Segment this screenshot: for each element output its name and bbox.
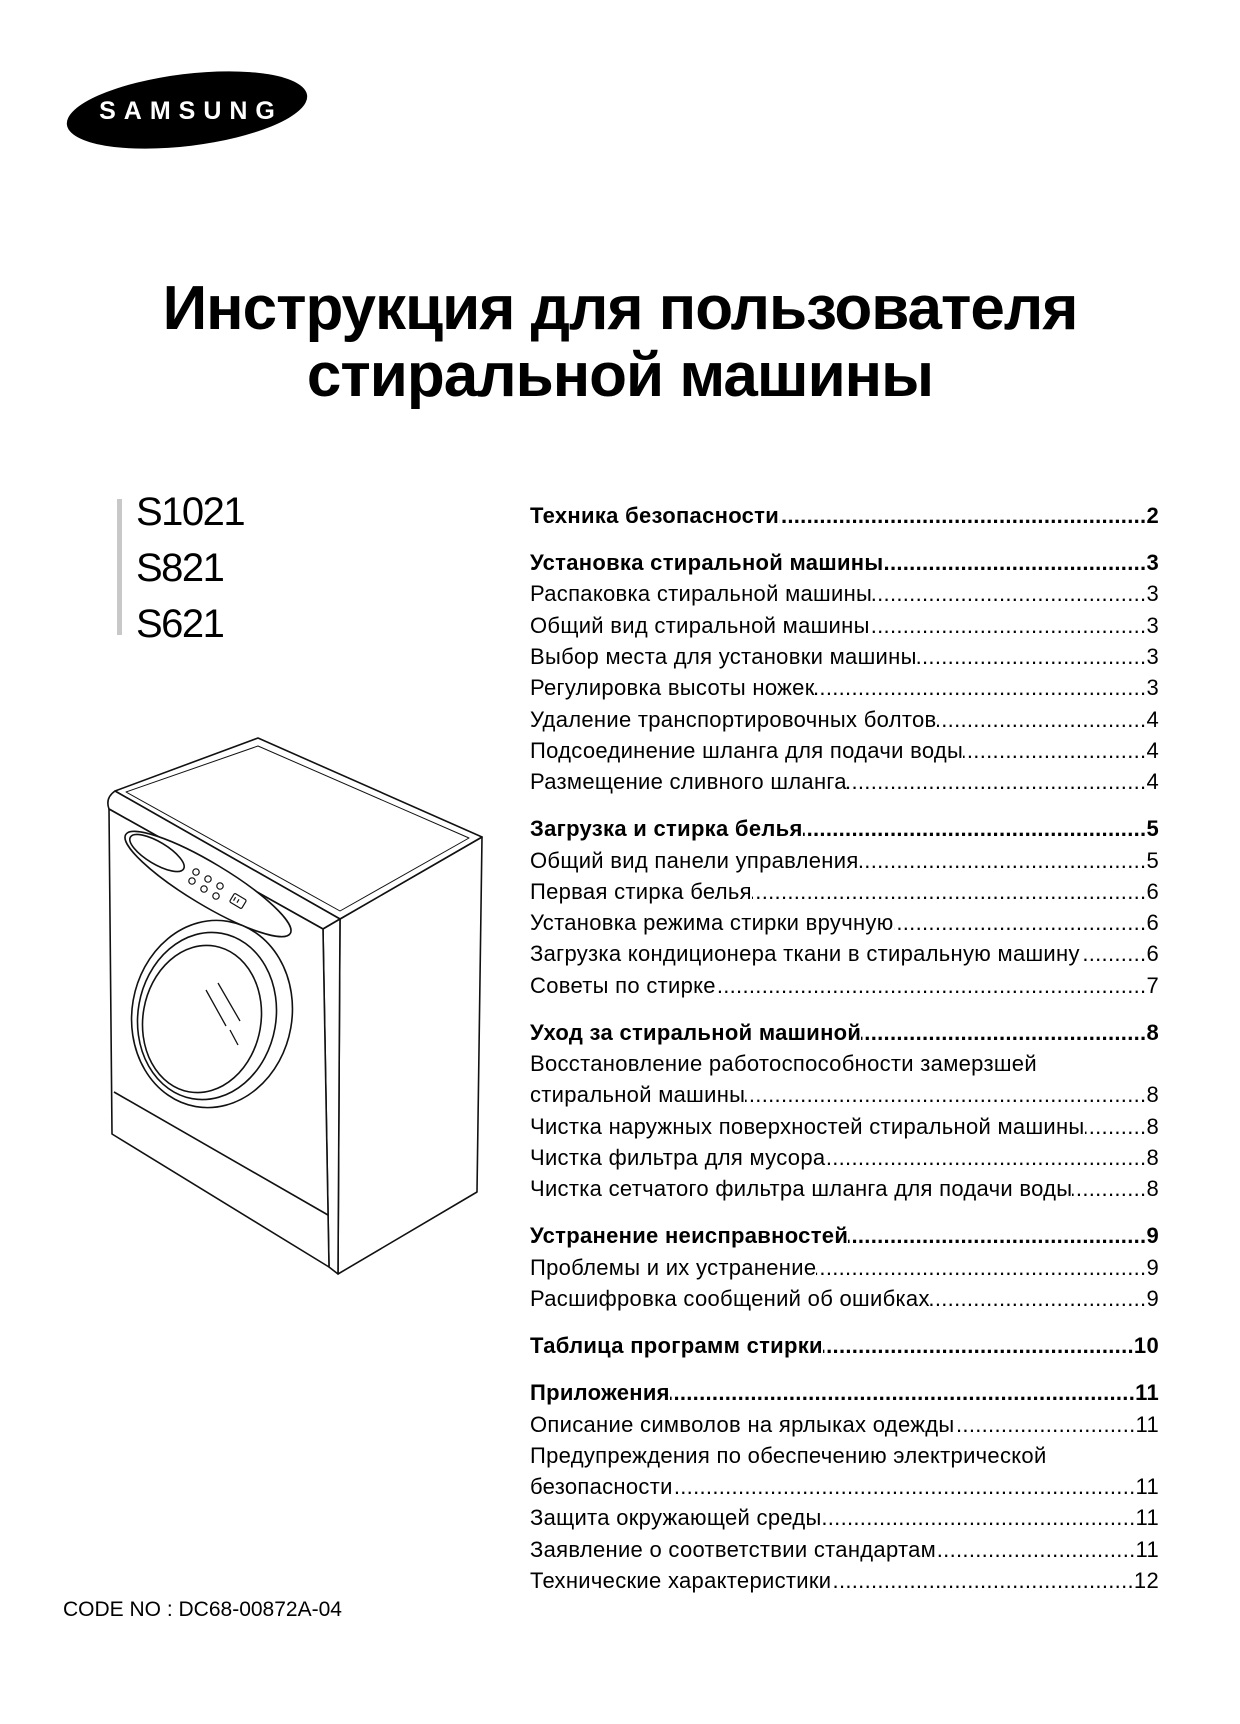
- toc-leader: [883, 547, 1146, 578]
- control-button: [201, 886, 207, 892]
- toc-page-number: 5: [1146, 847, 1159, 873]
- toc-leader: [930, 1283, 1147, 1314]
- toc-entry: [530, 1079, 1159, 1110]
- toc-leader: [752, 876, 1147, 907]
- toc-entry: [530, 704, 1159, 735]
- toc-leader: [1085, 1111, 1147, 1142]
- toc-leader: [859, 845, 1147, 876]
- toc-entry: [530, 1283, 1159, 1314]
- toc-leader: [670, 1377, 1135, 1408]
- toc-leader: [955, 1409, 1136, 1440]
- toc-page-number: 11: [1135, 1474, 1159, 1500]
- toc-entry-title: Удаление транспортировочных болтов: [530, 706, 937, 732]
- toc-section: [530, 1220, 1159, 1314]
- toc-leader: [815, 672, 1147, 703]
- toc-section-header: [530, 500, 1159, 531]
- toc-section: [530, 500, 1159, 531]
- toc-leader: [825, 1142, 1146, 1173]
- toc-entry: [530, 845, 1159, 876]
- toc-entry-title: Распаковка стиральной машины: [530, 581, 873, 607]
- toc-page-number: 3: [1146, 675, 1159, 701]
- toc-section: [530, 813, 1159, 1001]
- toc-page-number: 5: [1146, 816, 1159, 842]
- toc-section: [530, 1017, 1159, 1205]
- toc-page-number: 10: [1133, 1333, 1159, 1359]
- toc-section: [530, 1330, 1159, 1361]
- toc-page-number: 8: [1146, 1082, 1159, 1108]
- toc-entry: [530, 1173, 1159, 1204]
- toc-entry-title: Уход за стиральной машиной: [530, 1019, 862, 1045]
- toc-entry-title: Расшифровка сообщений об ошибках: [530, 1286, 930, 1312]
- toc-entry: [530, 672, 1159, 703]
- table-of-contents: [530, 500, 1159, 1596]
- toc-leader: [870, 610, 1147, 641]
- control-button: [217, 883, 223, 889]
- toc-entry-title: Установка режима стирки вручную: [530, 910, 894, 936]
- control-button: [193, 869, 199, 875]
- toc-entry-title: Таблица программ стирки: [530, 1333, 823, 1359]
- toc-leader: [745, 1079, 1146, 1110]
- toc-page-number: 11: [1135, 1380, 1159, 1406]
- toc-page-number: 9: [1146, 1223, 1159, 1249]
- toc-entry-title: Технические характеристики: [530, 1567, 832, 1593]
- toc-page-number: 8: [1146, 1019, 1159, 1045]
- toc-entry: [530, 735, 1159, 766]
- toc-entry-title: Загрузка и стирка белья: [530, 816, 803, 842]
- toc-entry-title: Чистка наружных поверхностей стиральной машины: [530, 1113, 1085, 1139]
- toc-entry: [530, 578, 1159, 609]
- toc-leader: [894, 907, 1147, 938]
- toc-page-number: 8: [1146, 1145, 1159, 1171]
- toc-entry: [530, 1252, 1159, 1283]
- toc-leader: [816, 1252, 1146, 1283]
- document-title-line-1: Инструкция для пользователя: [162, 274, 1078, 343]
- toc-entry: [530, 1409, 1159, 1440]
- toc-leader: [917, 641, 1147, 672]
- toc-page-number: 6: [1146, 910, 1159, 936]
- toc-entry-title: Подсоединение шланга для подачи воды: [530, 737, 964, 763]
- toc-page-number: 11: [1135, 1536, 1159, 1562]
- toc-leader: [936, 1534, 1135, 1565]
- toc-leader: [673, 1471, 1136, 1502]
- toc-leader: [937, 704, 1147, 735]
- toc-leader: [1080, 938, 1147, 969]
- toc-page-number: 3: [1146, 612, 1159, 638]
- toc-entry: [530, 766, 1159, 797]
- toc-leader: [716, 970, 1147, 1001]
- toc-section-header: [530, 1377, 1159, 1408]
- toc-entry: [530, 1534, 1159, 1565]
- toc-entry-title: Чистка фильтра для мусора: [530, 1145, 826, 1171]
- toc-section-header: [530, 547, 1159, 578]
- toc-page-number: 6: [1146, 941, 1159, 967]
- toc-page-number: 12: [1133, 1567, 1159, 1593]
- document-title: [0, 275, 1240, 409]
- toc-page-number: 6: [1146, 878, 1159, 904]
- toc-entry-title: Выбор места для установки машины: [530, 643, 917, 669]
- model-item: S621: [136, 602, 224, 646]
- toc-entry: [530, 1048, 1159, 1079]
- toc-leader: [803, 813, 1147, 844]
- toc-entry-title: Описание символов на ярлыках одежды: [530, 1411, 955, 1437]
- toc-page-number: 9: [1146, 1254, 1159, 1280]
- toc-leader: [872, 578, 1146, 609]
- toc-entry: [530, 876, 1159, 907]
- toc-entry: [530, 1502, 1159, 1533]
- toc-entry: [530, 1565, 1159, 1596]
- toc-leader: [822, 1502, 1136, 1533]
- toc-entry-title: Защита окружающей среды: [530, 1505, 822, 1531]
- toc-entry-title: Восстановление работоспособности замерзшей: [530, 1051, 1037, 1077]
- toc-entry: [530, 641, 1159, 672]
- toc-section: [530, 1377, 1159, 1596]
- toc-page-number: 4: [1146, 769, 1159, 795]
- toc-entry-title: Загрузка кондиционера ткани в стиральную машину: [530, 941, 1080, 967]
- samsung-logo: [66, 74, 308, 146]
- toc-section-header: [530, 1330, 1159, 1361]
- toc-entry-title: Заявление о соответствии стандартам: [530, 1536, 937, 1562]
- toc-leader: [861, 1017, 1146, 1048]
- toc-leader: [779, 500, 1146, 531]
- toc-page-number: 7: [1146, 972, 1159, 998]
- toc-page-number: 3: [1146, 643, 1159, 669]
- document-title-line-2: стиральной машины: [306, 341, 934, 410]
- toc-entry: [530, 938, 1159, 969]
- toc-entry-title: Проблемы и их устранение: [530, 1254, 817, 1280]
- toc-entry-title: Техника безопасности: [530, 503, 780, 528]
- code-number: CODE NO : DC68-00872A-04: [63, 1598, 342, 1621]
- toc-page-number: 2: [1146, 503, 1159, 528]
- toc-page-number: 9: [1146, 1286, 1159, 1312]
- toc-entry-title: Приложения: [530, 1380, 670, 1406]
- model-item: S1021: [136, 490, 245, 534]
- toc-leader: [963, 735, 1146, 766]
- toc-section-header: [530, 1220, 1159, 1251]
- toc-page-number: 11: [1135, 1505, 1159, 1531]
- control-button: [205, 876, 211, 882]
- toc-page-number: 11: [1135, 1411, 1159, 1437]
- toc-page-number: 8: [1146, 1113, 1159, 1139]
- toc-entry-title: Регулировка высоты ножек: [530, 675, 815, 701]
- toc-page-number: 8: [1146, 1176, 1159, 1202]
- toc-section: [530, 547, 1159, 797]
- toc-entry-title: Устранение неисправностей: [530, 1223, 849, 1249]
- toc-section-header: [530, 1017, 1159, 1048]
- toc-leader: [1072, 1173, 1146, 1204]
- control-button: [189, 878, 195, 884]
- control-button: [213, 893, 219, 899]
- washing-machine-illustration: [95, 725, 495, 1285]
- toc-entry-title: Чистка сетчатого фильтра шланга для подачи воды: [530, 1176, 1073, 1202]
- model-list: [136, 484, 244, 652]
- toc-entry-title: Установка стиральной машины: [530, 550, 884, 576]
- toc-entry-title: Общий вид стиральной машины: [530, 612, 870, 638]
- logo-text: SAMSUNG: [99, 97, 283, 125]
- toc-leader: [831, 1565, 1134, 1596]
- toc-entry-title: стиральной машины: [530, 1082, 746, 1108]
- toc-entry: [530, 1471, 1159, 1502]
- toc-leader: [847, 766, 1147, 797]
- toc-entry: [530, 610, 1159, 641]
- model-item: S821: [136, 546, 224, 590]
- toc-entry: [530, 907, 1159, 938]
- toc-page-number: 4: [1146, 706, 1159, 732]
- toc-entry-title: Первая стирка белья: [530, 878, 752, 904]
- toc-entry-title: Предупреждения по обеспечению электрической: [530, 1442, 1047, 1468]
- toc-leader: [848, 1220, 1146, 1251]
- toc-entry-title: Советы по стирке: [530, 972, 716, 998]
- model-list-accent-bar: [117, 499, 122, 635]
- toc-entry-title: Размещение сливного шланга: [530, 769, 847, 795]
- toc-page-number: 3: [1146, 550, 1159, 576]
- toc-section-header: [530, 813, 1159, 844]
- toc-leader: [823, 1330, 1134, 1361]
- toc-page-number: 4: [1146, 737, 1159, 763]
- toc-entry: [530, 970, 1159, 1001]
- toc-page-number: 3: [1146, 581, 1159, 607]
- toc-entry-title: безопасности: [530, 1474, 673, 1500]
- toc-entry-title: Общий вид панели управления: [530, 847, 859, 873]
- toc-entry: [530, 1440, 1159, 1471]
- toc-entry: [530, 1142, 1159, 1173]
- toc-entry: [530, 1111, 1159, 1142]
